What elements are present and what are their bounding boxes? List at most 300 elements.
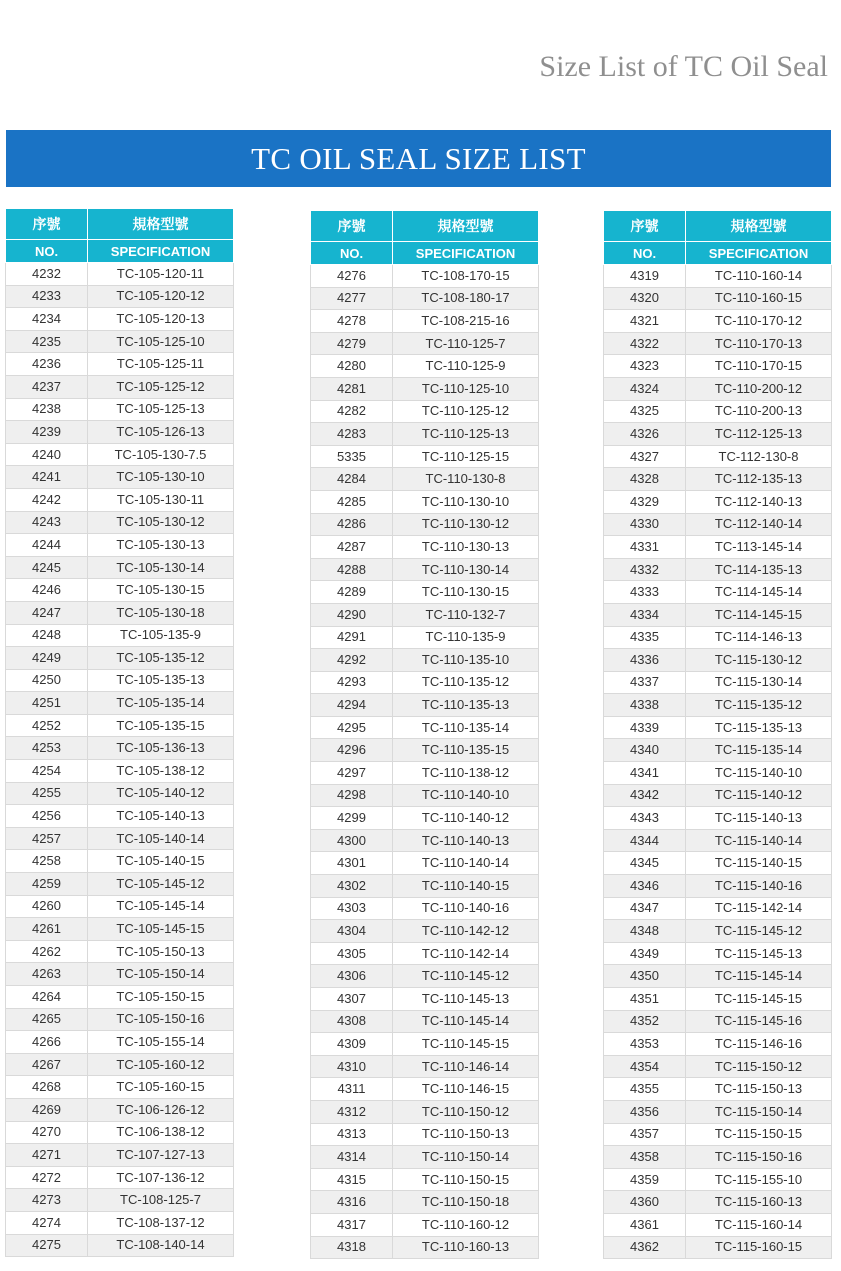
row-specification: TC-105-145-14 [88,895,234,918]
row-number: 4345 [604,852,686,875]
row-specification: TC-114-145-14 [686,581,832,604]
row-number: 4320 [604,287,686,310]
table-row [6,827,234,850]
row-number: 4329 [604,490,686,513]
row-number: 4312 [311,1100,393,1123]
row-specification: TC-110-160-15 [686,287,832,310]
row-specification: TC-110-135-15 [393,739,539,762]
row-specification: TC-105-120-13 [88,308,234,331]
table-row [311,355,539,378]
table-row [6,963,234,986]
row-specification: TC-110-130-13 [393,536,539,559]
table-row [311,1191,539,1214]
table-row [311,716,539,739]
row-number: 4285 [311,490,393,513]
row-specification: TC-110-130-10 [393,490,539,513]
row-number: 4244 [6,534,88,557]
row-number: 4250 [6,669,88,692]
row-number: 4350 [604,965,686,988]
row-specification: TC-110-170-13 [686,332,832,355]
row-number: 4311 [311,1078,393,1101]
row-specification: TC-115-150-13 [686,1078,832,1101]
row-specification: TC-115-130-14 [686,671,832,694]
table-row [6,1121,234,1144]
table-row [311,694,539,717]
row-number: 4307 [311,988,393,1011]
row-specification: TC-115-160-14 [686,1213,832,1236]
table-row [604,988,832,1011]
row-specification: TC-105-125-13 [88,398,234,421]
row-specification: TC-110-142-12 [393,920,539,943]
table-row [604,400,832,423]
row-specification: TC-115-130-12 [686,649,832,672]
row-specification: TC-112-140-13 [686,490,832,513]
table-row [604,1213,832,1236]
table-row [604,875,832,898]
table-row [311,875,539,898]
table-row [6,330,234,353]
table-row [6,488,234,511]
row-specification: TC-115-145-16 [686,1010,832,1033]
table-row [604,920,832,943]
table-row [6,1144,234,1167]
row-specification: TC-105-125-11 [88,353,234,376]
table-row [6,1053,234,1076]
row-specification: TC-105-135-13 [88,669,234,692]
table-row [6,805,234,828]
row-specification: TC-110-140-15 [393,875,539,898]
row-number: 4282 [311,400,393,423]
table-row [604,287,832,310]
table-row [604,1146,832,1169]
table-row [6,624,234,647]
table-row [604,897,832,920]
table-row [604,310,832,333]
row-specification: TC-105-160-12 [88,1053,234,1076]
row-specification: TC-105-135-9 [88,624,234,647]
row-specification: TC-110-138-12 [393,762,539,785]
table-row [604,468,832,491]
row-number: 4327 [604,445,686,468]
row-number: 4309 [311,1033,393,1056]
row-specification: TC-108-215-16 [393,310,539,333]
row-number: 4308 [311,1010,393,1033]
row-number: 4278 [311,310,393,333]
table-row [311,400,539,423]
table-row [604,1100,832,1123]
row-number: 4265 [6,1008,88,1031]
row-specification: TC-105-120-11 [88,263,234,286]
table-body [311,265,539,1259]
table-row [311,920,539,943]
row-number: 4358 [604,1146,686,1169]
row-specification: TC-105-130-7.5 [88,443,234,466]
table-row [604,332,832,355]
row-number: 4261 [6,918,88,941]
table-row [6,308,234,331]
row-specification: TC-105-140-14 [88,827,234,850]
row-number: 4294 [311,694,393,717]
row-specification: TC-110-150-18 [393,1191,539,1214]
row-specification: TC-112-125-13 [686,423,832,446]
table-row [311,739,539,762]
row-number: 4277 [311,287,393,310]
row-number: 4338 [604,694,686,717]
table-row [6,285,234,308]
table-row [311,988,539,1011]
size-table-3 [603,210,832,1259]
row-specification: TC-110-132-7 [393,603,539,626]
row-number: 4321 [604,310,686,333]
table-body [604,265,832,1259]
row-specification: TC-110-135-12 [393,671,539,694]
row-specification: TC-113-145-14 [686,536,832,559]
row-number: 4343 [604,807,686,830]
row-specification: TC-105-140-13 [88,805,234,828]
row-specification: TC-105-125-12 [88,375,234,398]
row-specification: TC-110-135-14 [393,716,539,739]
table-row [311,1236,539,1259]
row-specification: TC-110-140-12 [393,807,539,830]
row-specification: TC-105-155-14 [88,1031,234,1054]
row-specification: TC-110-125-13 [393,423,539,446]
table-row [311,310,539,333]
row-number: 4235 [6,330,88,353]
row-number: 4351 [604,988,686,1011]
table-row [604,355,832,378]
table-row [604,694,832,717]
row-specification: TC-110-135-10 [393,649,539,672]
row-number: 4339 [604,716,686,739]
table-row [6,1008,234,1031]
row-specification: TC-110-170-12 [686,310,832,333]
row-specification: TC-105-138-12 [88,760,234,783]
table-row [6,511,234,534]
table-row [311,671,539,694]
row-number: 4299 [311,807,393,830]
table-row [604,784,832,807]
row-specification: TC-110-146-15 [393,1078,539,1101]
table-row [6,647,234,670]
row-specification: TC-110-125-12 [393,400,539,423]
row-number: 4335 [604,626,686,649]
row-specification: TC-105-145-12 [88,873,234,896]
row-specification: TC-110-130-12 [393,513,539,536]
page-title: Size List of TC Oil Seal [539,50,828,83]
row-specification: TC-105-130-10 [88,466,234,489]
row-number: 4357 [604,1123,686,1146]
row-number: 4286 [311,513,393,536]
table-row [6,1031,234,1054]
row-specification: TC-110-135-9 [393,626,539,649]
table-row [311,626,539,649]
row-specification: TC-114-146-13 [686,626,832,649]
row-specification: TC-105-130-14 [88,556,234,579]
row-number: 4337 [604,671,686,694]
row-specification: TC-115-150-12 [686,1055,832,1078]
table-row [6,1211,234,1234]
row-number: 4295 [311,716,393,739]
table-row [6,782,234,805]
row-specification: TC-112-135-13 [686,468,832,491]
row-specification: TC-105-150-13 [88,940,234,963]
table-row [6,895,234,918]
row-number: 4344 [604,829,686,852]
table-row [604,852,832,875]
row-number: 4263 [6,963,88,986]
table-row [6,601,234,624]
row-specification: TC-108-137-12 [88,1211,234,1234]
row-specification: TC-110-142-14 [393,942,539,965]
table-row [311,1146,539,1169]
row-specification: TC-108-170-15 [393,265,539,288]
row-number: 4275 [6,1234,88,1257]
row-specification: TC-105-120-12 [88,285,234,308]
row-number: 4324 [604,377,686,400]
header-spec-en: SPECIFICATION [88,240,234,263]
row-specification: TC-110-145-15 [393,1033,539,1056]
row-number: 4280 [311,355,393,378]
row-specification: TC-108-180-17 [393,287,539,310]
table-row [604,513,832,536]
row-specification: TC-115-135-12 [686,694,832,717]
row-number: 4306 [311,965,393,988]
table-row [604,1191,832,1214]
row-number: 4362 [604,1236,686,1259]
row-specification: TC-110-125-10 [393,377,539,400]
table-row [6,421,234,444]
row-number: 4301 [311,852,393,875]
row-number: 4255 [6,782,88,805]
table-row [6,466,234,489]
row-number: 4289 [311,581,393,604]
row-specification: TC-115-140-12 [686,784,832,807]
table-row [604,716,832,739]
row-specification: TC-108-125-7 [88,1189,234,1212]
table-row [311,942,539,965]
table-row [6,398,234,421]
row-number: 4266 [6,1031,88,1054]
row-specification: TC-112-140-14 [686,513,832,536]
row-number: 4342 [604,784,686,807]
table-row [6,579,234,602]
table-row [311,1168,539,1191]
header-no-cn: 序號 [604,211,686,242]
table-row [604,807,832,830]
row-number: 4292 [311,649,393,672]
row-specification: TC-110-140-14 [393,852,539,875]
row-specification: TC-115-150-14 [686,1100,832,1123]
table-row [6,556,234,579]
row-number: 4233 [6,285,88,308]
header-spec-en: SPECIFICATION [686,242,832,265]
row-number: 4238 [6,398,88,421]
row-number: 4257 [6,827,88,850]
table-row [311,603,539,626]
row-number: 4270 [6,1121,88,1144]
row-number: 4331 [604,536,686,559]
table-row [6,692,234,715]
row-specification: TC-105-130-12 [88,511,234,534]
row-number: 4348 [604,920,686,943]
row-specification: TC-110-145-13 [393,988,539,1011]
row-specification: TC-105-130-13 [88,534,234,557]
table-row [6,714,234,737]
header-no-en: NO. [604,242,686,265]
row-specification: TC-110-140-10 [393,784,539,807]
row-specification: TC-115-135-14 [686,739,832,762]
row-number: 4360 [604,1191,686,1214]
row-specification: TC-115-140-13 [686,807,832,830]
header-no-en: NO. [311,242,393,265]
table-row [311,265,539,288]
table-row [604,536,832,559]
row-specification: TC-105-130-11 [88,488,234,511]
table-row [311,468,539,491]
row-number: 4243 [6,511,88,534]
table-row [311,1123,539,1146]
header-spec-cn: 規格型號 [686,211,832,242]
row-specification: TC-115-146-16 [686,1033,832,1056]
row-number: 4284 [311,468,393,491]
row-number: 4314 [311,1146,393,1169]
row-number: 4272 [6,1166,88,1189]
row-specification: TC-114-135-13 [686,558,832,581]
row-specification: TC-105-130-15 [88,579,234,602]
row-number: 4332 [604,558,686,581]
row-number: 4236 [6,353,88,376]
row-specification: TC-108-140-14 [88,1234,234,1257]
row-number: 4300 [311,829,393,852]
table-row [604,490,832,513]
row-specification: TC-105-140-12 [88,782,234,805]
table-row [604,1168,832,1191]
table-row [6,1189,234,1212]
row-number: 4313 [311,1123,393,1146]
header-spec-en: SPECIFICATION [393,242,539,265]
row-number: 4347 [604,897,686,920]
banner-title: TC OIL SEAL SIZE LIST [6,130,831,187]
row-specification: TC-112-130-8 [686,445,832,468]
row-specification: TC-110-170-15 [686,355,832,378]
row-specification: TC-115-150-15 [686,1123,832,1146]
table-row [604,581,832,604]
header-no-cn: 序號 [6,209,88,240]
row-specification: TC-110-200-13 [686,400,832,423]
row-number: 4304 [311,920,393,943]
row-number: 4303 [311,897,393,920]
table-row [6,443,234,466]
row-number: 4354 [604,1055,686,1078]
row-number: 4281 [311,377,393,400]
row-number: 4258 [6,850,88,873]
table-row [6,873,234,896]
table-row [604,671,832,694]
size-table-2 [310,210,539,1259]
row-specification: TC-110-125-9 [393,355,539,378]
row-number: 4340 [604,739,686,762]
row-number: 4247 [6,601,88,624]
row-number: 4237 [6,375,88,398]
table-row [311,423,539,446]
table-row [311,762,539,785]
table-row [6,1234,234,1257]
row-specification: TC-115-145-13 [686,942,832,965]
row-number: 4248 [6,624,88,647]
table-row [604,739,832,762]
row-number: 4260 [6,895,88,918]
row-specification: TC-115-140-10 [686,762,832,785]
table-row [604,1123,832,1146]
row-specification: TC-105-160-15 [88,1076,234,1099]
table-row [604,445,832,468]
row-specification: TC-105-135-12 [88,647,234,670]
row-specification: TC-107-127-13 [88,1144,234,1167]
row-specification: TC-114-145-15 [686,603,832,626]
row-specification: TC-110-130-14 [393,558,539,581]
row-specification: TC-106-138-12 [88,1121,234,1144]
table-row [604,377,832,400]
table-row [311,784,539,807]
table-row [6,534,234,557]
row-number: 4269 [6,1098,88,1121]
row-specification: TC-110-130-8 [393,468,539,491]
table-row [6,850,234,873]
row-specification: TC-110-150-12 [393,1100,539,1123]
row-number: 4291 [311,626,393,649]
table-row [311,807,539,830]
table-row [311,1055,539,1078]
row-number: 4253 [6,737,88,760]
row-specification: TC-115-140-14 [686,829,832,852]
row-specification: TC-110-135-13 [393,694,539,717]
row-specification: TC-105-150-15 [88,986,234,1009]
row-number: 4359 [604,1168,686,1191]
row-number: 4264 [6,986,88,1009]
table-row [311,1010,539,1033]
row-number: 4341 [604,762,686,785]
table-row [311,965,539,988]
row-number: 4353 [604,1033,686,1056]
row-specification: TC-115-160-15 [686,1236,832,1259]
row-specification: TC-110-160-14 [686,265,832,288]
table-row [6,760,234,783]
table-row [604,942,832,965]
row-number: 4318 [311,1236,393,1259]
table-row [311,852,539,875]
row-specification: TC-110-125-15 [393,445,539,468]
row-number: 4334 [604,603,686,626]
table-row [311,445,539,468]
table-row [311,513,539,536]
row-specification: TC-105-150-16 [88,1008,234,1031]
row-number: 4330 [604,513,686,536]
row-specification: TC-115-145-12 [686,920,832,943]
row-number: 4273 [6,1189,88,1212]
table-row [6,353,234,376]
row-specification: TC-110-150-13 [393,1123,539,1146]
row-specification: TC-106-126-12 [88,1098,234,1121]
row-specification: TC-115-135-13 [686,716,832,739]
row-number: 5335 [311,445,393,468]
table-row [604,626,832,649]
row-specification: TC-115-155-10 [686,1168,832,1191]
row-specification: TC-110-145-12 [393,965,539,988]
row-specification: TC-115-160-13 [686,1191,832,1214]
row-specification: TC-115-140-15 [686,852,832,875]
row-number: 4267 [6,1053,88,1076]
table-row [6,263,234,286]
